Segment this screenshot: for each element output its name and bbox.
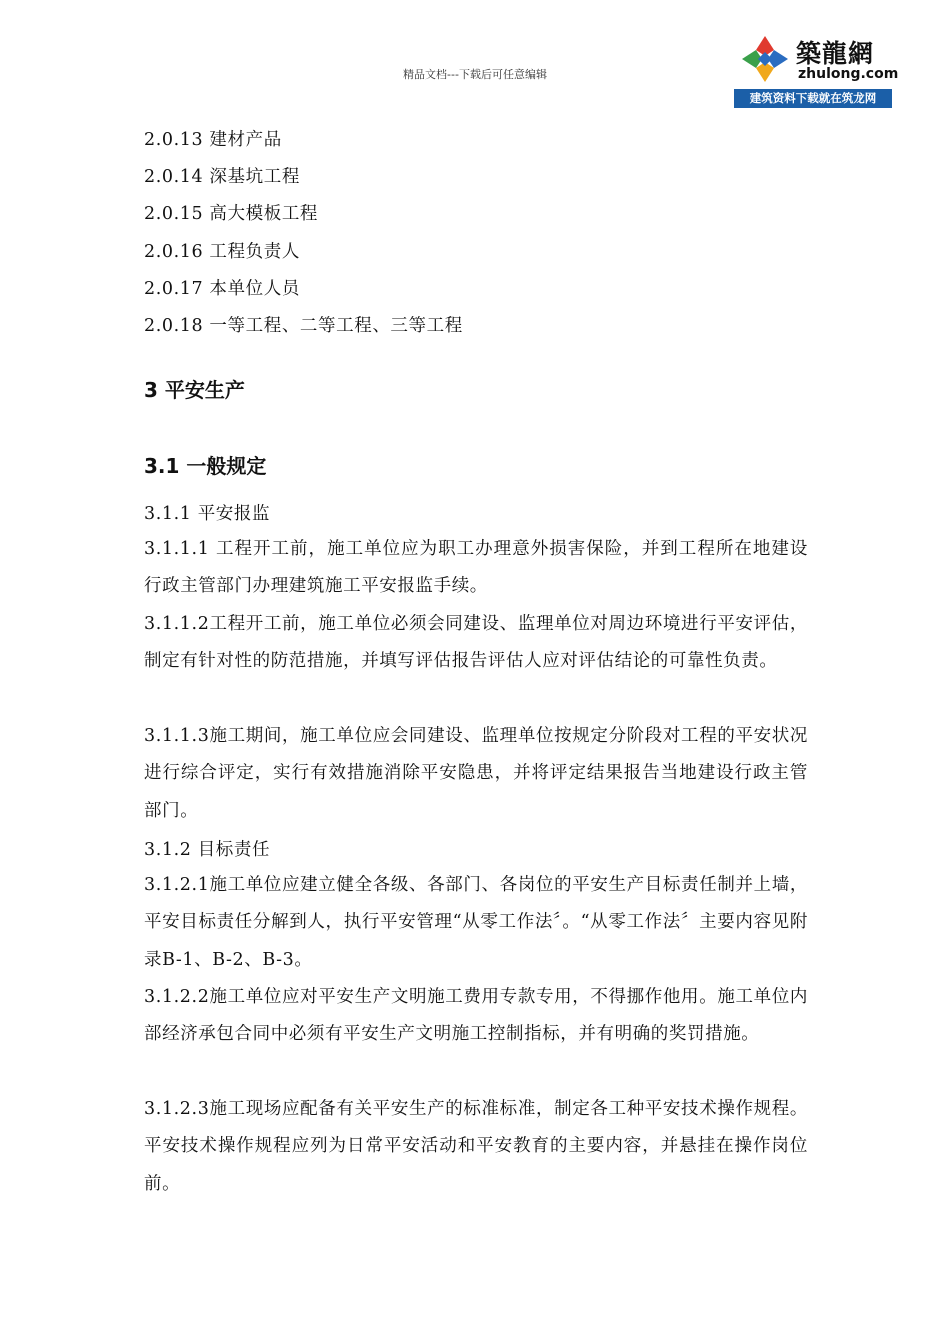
definition-item: 2.0.17 本单位人员 [144,279,300,299]
definition-item: 2.0.18 一等工程、二等工程、三等工程 [144,316,463,336]
paragraph: 3.1.2.3施工现场应配备有关平安生产的标准标准，制定各工种平安技术操作规程。平安技术操作规程应列为日常平安活动和平安教育的主要内容，并悬挂在操作岗位前。 [144,1099,808,1194]
logo-slogan: 建筑资料下载就在筑龙网 [734,89,892,108]
paragraph: 3.1.1.1 工程开工前，施工单位应为职工办理意外损害保险，并到工程所在地建设行政主管部门办理建筑施工平安报监手续。 [144,539,808,597]
definition-item: 2.0.14 深基坑工程 [144,167,300,187]
definition-item: 2.0.13 建材产品 [144,130,282,150]
definition-item: 2.0.15 高大模板工程 [144,204,319,224]
logo-domain: zhulong.com [798,66,899,82]
paragraph: 3.1.1.3施工期间，施工单位应会同建设、监理单位按规定分阶段对工程的平安状况进行综合评定，实行有效措施消除平安隐患，并将评定结果报告当地建设行政主管部门。 [144,726,808,821]
subsection-title: 3.1.1 平安报监 [144,504,271,524]
section-title: 3.1 一般规定 [144,454,267,478]
definition-item: 2.0.16 工程负责人 [144,242,300,262]
subsection-title: 3.1.2 目标责任 [144,840,271,860]
logo-diamond-icon [740,34,790,84]
zhulong-logo [734,28,899,108]
page-header-note: 精品文档---下载后可任意编辑 [403,68,547,81]
chapter-title: 3 平安生产 [144,378,245,402]
logo-top [734,28,899,90]
paragraph: 3.1.2.2施工单位应对平安生产文明施工费用专款专用，不得挪作他用。施工单位内部经济承包合同中必须有平安生产文明施工控制指标，并有明确的奖罚措施。 [144,987,808,1045]
paragraph: 3.1.1.2工程开工前，施工单位必须会同建设、监理单位对周边环境进行平安评估，制定有针对性的防范措施，并填写评估报告评估人应对评估结论的可靠性负责。 [144,614,808,672]
paragraph: 3.1.2.1施工单位应建立健全各级、各部门、各岗位的平安生产目标责任制并上墙，平安目标责任分解到人，执行平安管理“从零工作法〞。“从零工作法〞主要内容见附录B-1、B-2、B-3。 [144,875,808,970]
logo-chinese-name: 築龍網 [796,39,875,68]
